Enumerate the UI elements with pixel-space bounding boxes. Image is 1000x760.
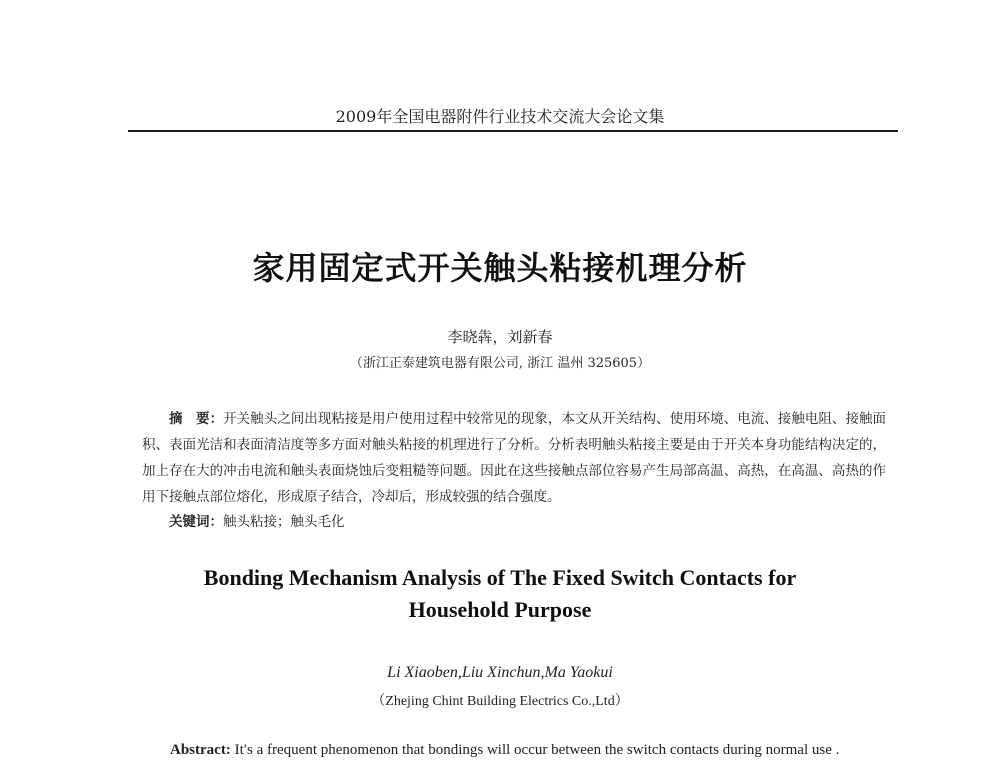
header-rule [128,130,898,132]
authors-en: Li Xiaoben,Liu Xinchun,Ma Yaokui [387,664,613,681]
paper-title-en-line1: Bonding Mechanism Analysis of The Fixed Switch Contacts for [203,565,797,590]
paper-title-en [0,562,1000,626]
paper-title-en-line2: Household Purpose [408,597,592,622]
running-header: 2009年全国电器附件行业技术交流大会论文集 [335,107,665,126]
paper-title-cn: 家用固定式开关触头粘接机理分析 [252,249,748,287]
abstract-label-cn: 摘 要： [169,411,224,427]
affiliation-en: （Zhejing Chint Building Electrics Co.,Ltd） [371,694,629,709]
authors-cn: 李晓犇，刘新春 [447,328,553,346]
affiliation-cn: （浙江正泰建筑电器有限公司, 浙江 温州 325605） [349,356,651,371]
abstract-text-en: It′s a frequent phenomenon that bondings will occur between the switch contacts during normal use . [234,742,840,758]
abstract-cn [142,406,886,510]
keywords-label-cn: 关键词： [169,514,223,530]
abstract-en [170,742,890,759]
abstract-text-cn: 开关触头之间出现粘接是用户使用过程中较常见的现象，本文从开关结构、使用环境、电流、接触电阻、接触面积、表面光洁和表面清洁度等多方面对触头粘接的机理进行了分析。分析表明触头粘接主要是由于开关本身功能结构决定的，加上存在大的冲击电流和触头表面烧蚀后变粗糙等问题。因此在这些接触点部位容易产生局部高温、高热，在高温、高热的作用下接触点部位熔化，形成原子结合，冷却后，形成较强的结合强度。 [142,411,887,505]
keywords-text-cn: 触头粘接；触头毛化 [223,514,345,530]
abstract-label-en: Abstract: [170,742,231,758]
keywords-cn [169,510,869,530]
